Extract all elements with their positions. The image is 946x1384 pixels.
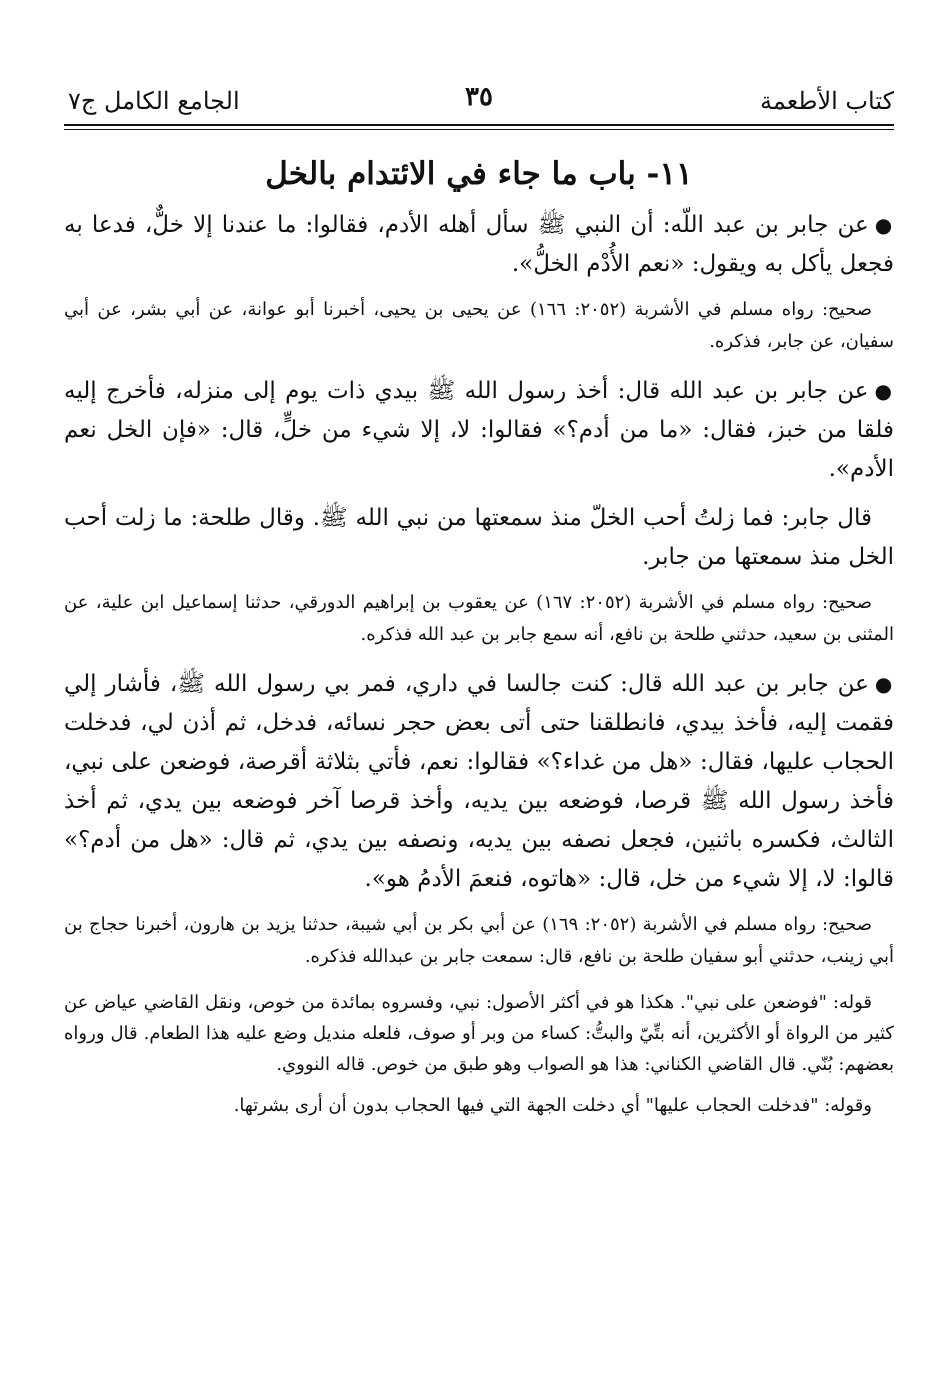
hadith-1-source: صحيح: رواه مسلم في الأشربة (٢٠٥٢: ١٦٦) عن يحيى بن يحيى، أخبرنا أبو عوانة، عن أبي بشر، عن أبي سفيان، عن جابر، فذكره. xyxy=(64,299,894,352)
hadith-2-source: صحيح: رواه مسلم في الأشربة (٢٠٥٢: ١٦٧) عن يعقوب بن إبراهيم الدورقي، حدثنا إسماعيل ابن علية، عن المثنى بن سعيد، حدثني طلحة بن نافع، أنه سمع جابر بن عبد الله فذكره. xyxy=(64,592,894,645)
hadith-1-text: عن جابر بن عبد اللّه: أن النبي ﷺ سأل أهله الأدم، فقالوا: ما عندنا إلا خلٌّ، فدعا به فجعل يأكل به ويقول: «نعم الأُدْم الخلُّ». xyxy=(64,212,894,277)
commentary-note-1: قوله: "فوضعن على نبي". هكذا هو في أكثر الأصول: نبي، وفسروه بمائدة من خوص، ونقل القاضي عياض عن كثير من الرواة أو الأكثرين، أنه بتِّيّ والبتُّ: كساء من وبر أو صوف، فلعله منديل وضع عليه هذا الطعام. قال ورواه بعضهم: بُنّي. قال القاضي الكناني: هذا هو الصواب وهو طبق من خوص. قاله النووي. xyxy=(64,992,894,1075)
hadith-2-extra: قال جابر: فما زلتُ أحب الخلّ منذ سمعتها من نبي الله ﷺ. وقال طلحة: ما زلت أحب الخل منذ سمعتها من جابر. xyxy=(64,505,894,570)
book-title: كتاب الأطعمة xyxy=(760,87,894,115)
page-header xyxy=(64,72,894,126)
hadith-3 xyxy=(64,665,894,899)
commentary-note-2: وقوله: "فدخلت الحجاب عليها" أي دخلت الجهة التي فيها الحجاب بدون أن أرى بشرتها. xyxy=(233,1095,872,1116)
section-title: ١١- باب ما جاء في الائتدام بالخل xyxy=(265,156,693,192)
hadith-3-source: صحيح: رواه مسلم في الأشربة (٢٠٥٢: ١٦٩) عن أبي بكر بن أبي شيبة، حدثنا يزيد بن هارون، أخبرنا حجاج بن أبي زينب، حدثني أبو سفيان طلحة بن نافع، قال: سمعت جابر بن عبدالله فذكره. xyxy=(64,914,894,967)
hadith-2 xyxy=(64,372,894,489)
hadith-2-text: عن جابر بن عبد الله قال: أخذ رسول الله ﷺ بيدي ذات يوم إلى منزله، فأخرج إليه فلقا من خبز، فقال: «ما من أدم؟» فقالوا: لا، إلا شيء من خلٍّ، قال: «فإن الخل نعم الأدم». xyxy=(64,378,894,482)
page-number: ٣٥ xyxy=(465,82,493,112)
hadith-3-text: عن جابر بن عبد الله قال: كنت جالسا في داري، فمر بي رسول الله ﷺ، فأشار إلي فقمت إليه، فأخذ بيدي، فانطلقنا حتى أتى بعض حجر نسائه، فدخل، ثم أذن لي، فدخلت الحجاب عليها، فقال: «هل من غداء؟» فقالوا: نعم، فأتي بثلاثة أقرصة، فوضعن على نبي، فأخذ رسول الله ﷺ قرصا، فوضعه بين يديه، وأخذ قرصا آخر فوضعه بين يدي، ثم أخذ الثالث، فكسره باثنين، فجعل نصفه بين يديه، ونصفه بين يدي، ثم قال: «هل من أدم؟» قالوا: لا، إلا شيء من خل، قال: «هاتوه، فنعمَ الأدمُ هو». xyxy=(64,671,894,892)
bullet-icon: ● xyxy=(874,213,894,237)
bullet-icon: ● xyxy=(874,672,895,696)
volume-title: الجامع الكامل ج٧ xyxy=(68,87,240,115)
bullet-icon: ● xyxy=(874,379,895,403)
hadith-1 xyxy=(64,206,894,284)
